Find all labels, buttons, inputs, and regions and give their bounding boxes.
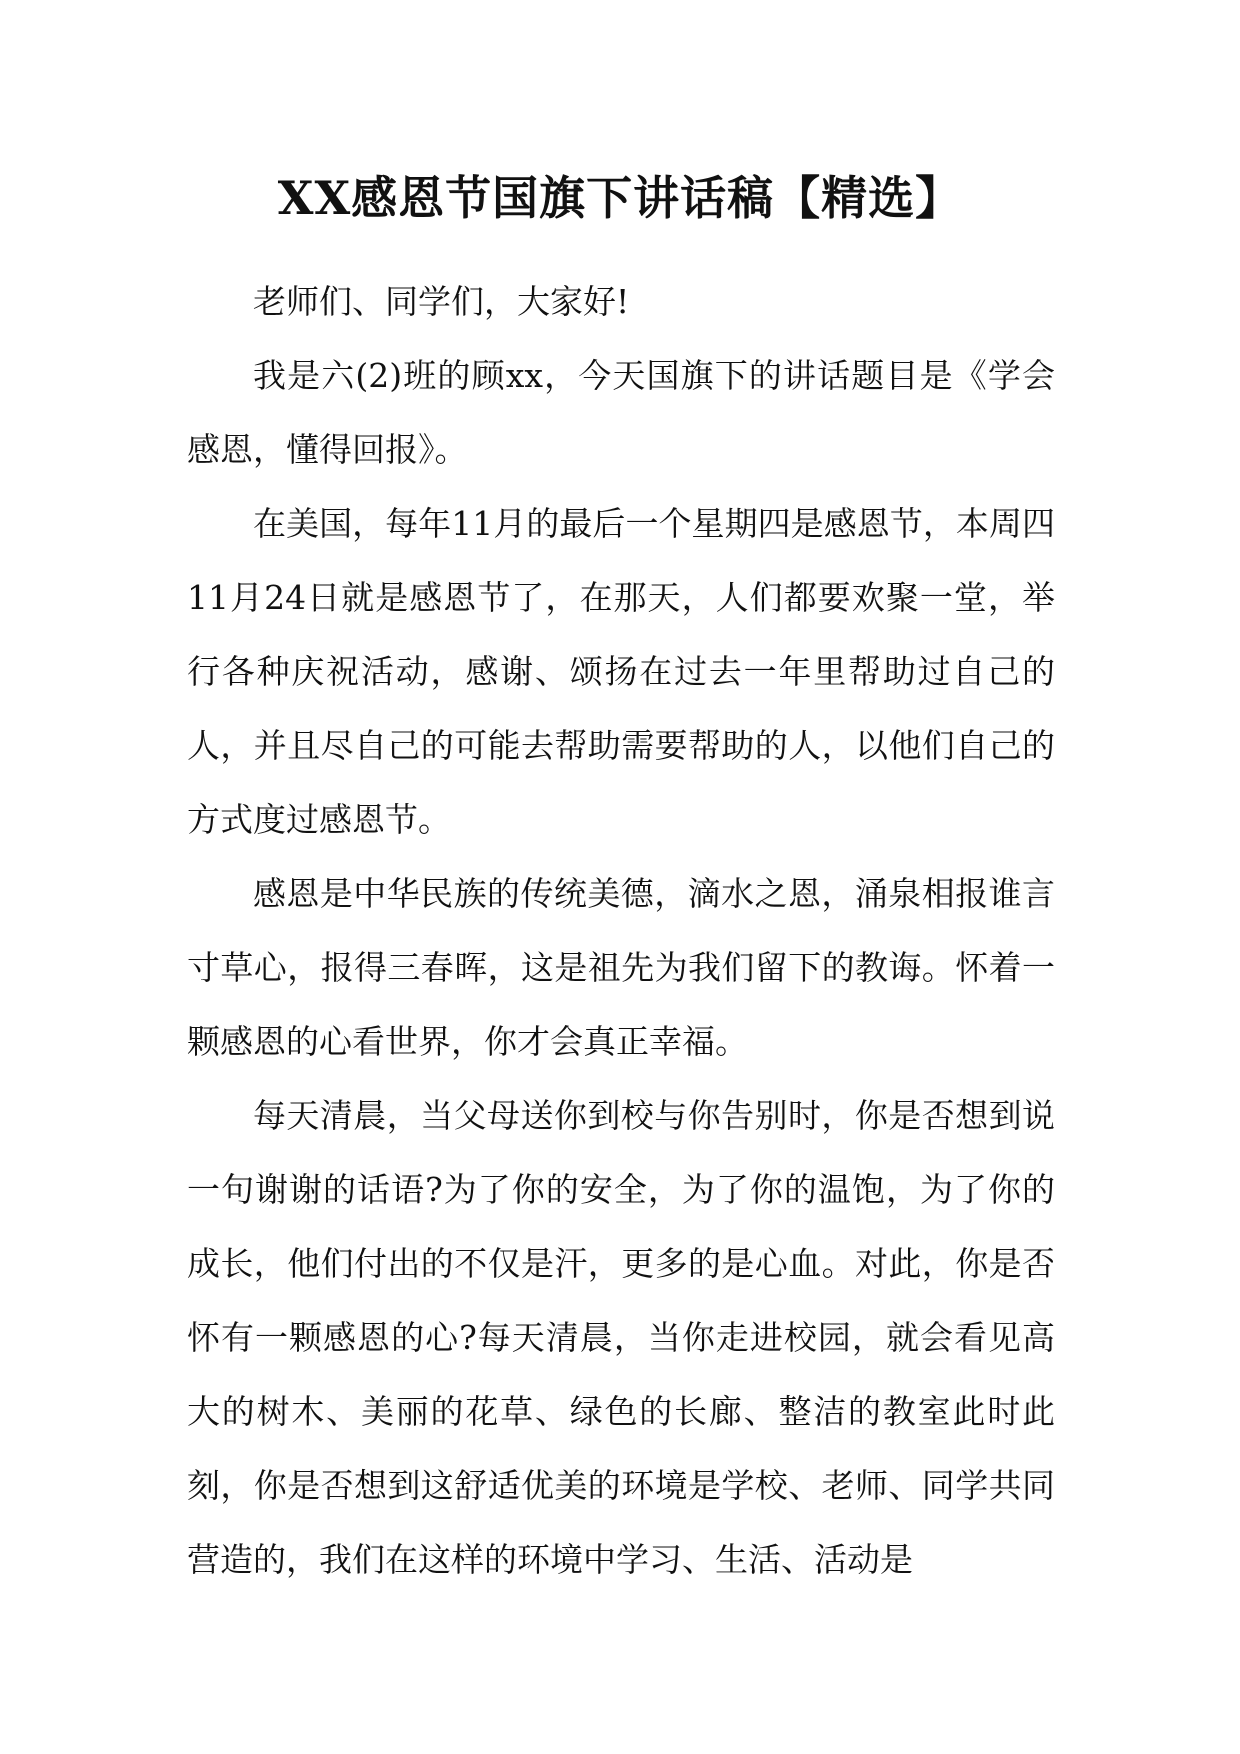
paragraph-parents-school: 每天清晨，当父母送你到校与你告别时，你是否想到说一句谢谢的话语?为了你的安全，为了你的温饱，为了你的成长，他们付出的不仅是汗，更多的是心血。对此，你是否怀有一颗感恩的心?每天清晨，当你走进校园，就会看见高大的树木、美丽的花草、绿色的长廊、整洁的教室此时此刻，你是否想到这舒适优美的环境是学校、老师、同学共同营造的，我们在这样的环境中学习、生活、活动是 — [187, 1096, 1055, 1579]
document-title: XX感恩节国旗下讲话稿【精选】 — [277, 171, 963, 225]
paragraph-thanksgiving-america: 在美国，每年11月的最后一个星期四是感恩节，本周四11月24日就是感恩节了，在那天，人们都要欢聚一堂，举行各种庆祝活动，感谢、颂扬在过去一年里帮助过自己的人，并且尽自己的可能去帮助需要帮助的人，以他们自己的方式度过感恩节。 — [187, 504, 1055, 839]
paragraph-introduction: 我是六(2)班的顾xx，今天国旗下的讲话题目是《学会感恩，懂得回报》。 — [187, 356, 1055, 469]
paragraph-chinese-virtue: 感恩是中华民族的传统美德，滴水之恩，涌泉相报谁言寸草心，报得三春晖，这是祖先为我们留下的教诲。怀着一颗感恩的心看世界，你才会真正幸福。 — [187, 874, 1055, 1061]
document-body — [187, 265, 1055, 1597]
paragraph-greeting: 老师们、同学们，大家好! — [253, 282, 630, 321]
